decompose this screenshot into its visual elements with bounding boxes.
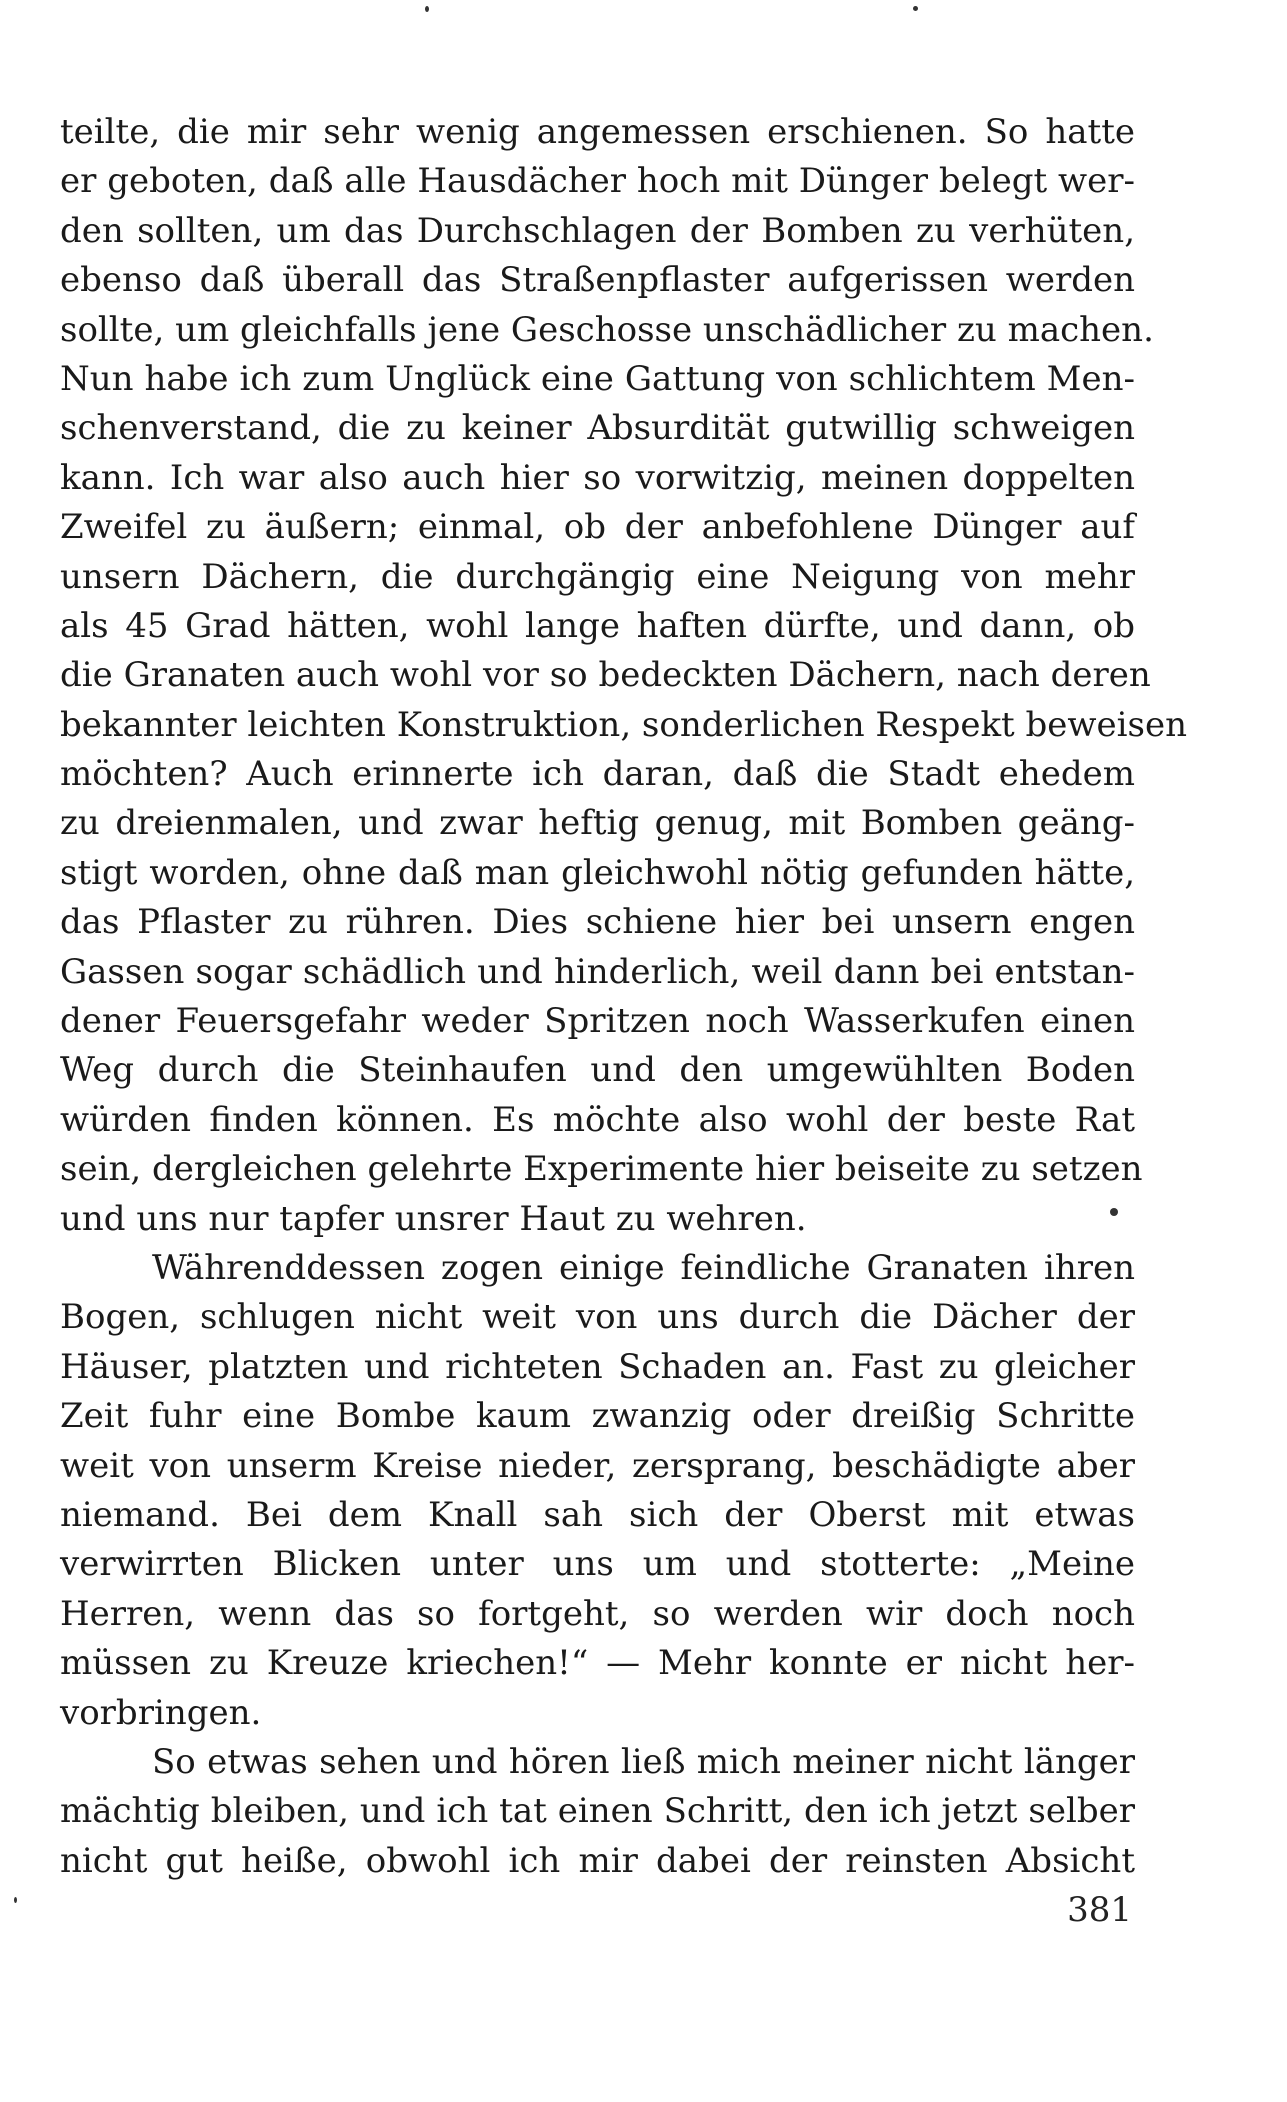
- text-line: kann. Ich war also auch hier so vorwitzig, meinen doppelten: [60, 457, 1135, 498]
- text-line: ebenso daß überall das Straßenpflaster aufgerissen werden: [60, 260, 1135, 301]
- text-line: Herren, wenn das so fortgeht, so werden wir doch noch: [60, 1593, 1135, 1634]
- text-line: sein, dergleichen gelehrte Experimente hier beiseite zu setzen: [60, 1149, 1143, 1190]
- text-line: als 45 Grad hätten, wohl lange haften dürfte, und dann, ob: [60, 605, 1135, 646]
- text-line: schenverstand, die zu keiner Absurdität gutwillig schweigen: [60, 408, 1135, 449]
- text-line: die Granaten auch wohl vor so bedeckten Dächern, nach deren: [60, 655, 1151, 696]
- text-line: dener Feuersgefahr weder Spritzen noch Wasserkufen einen: [60, 1001, 1135, 1042]
- text-line: zu dreienmalen, und zwar heftig genug, mit Bomben geäng-: [60, 803, 1135, 844]
- text-line: Nun habe ich zum Unglück eine Gattung von schlichtem Men-: [60, 358, 1135, 399]
- ink-speck: [14, 1897, 17, 1903]
- paragraph-end-line: vorbringen.: [60, 1692, 262, 1733]
- text-line: weit von unserm Kreise nieder, zersprang, beschädigte aber: [60, 1445, 1135, 1486]
- text-line: Gassen sogar schädlich und hinderlich, weil dann bei entstan-: [60, 951, 1135, 992]
- text-line: müssen zu Kreuze kriechen!“ — Mehr konnte er nicht her-: [60, 1643, 1135, 1684]
- page-number: 381: [1067, 1890, 1132, 1930]
- text-line: verwirrten Blicken unter uns um und stotterte: „Meine: [60, 1544, 1135, 1585]
- paragraph-start-line: So etwas sehen und hören ließ mich meiner nicht länger: [152, 1741, 1135, 1782]
- page-text-block: [60, 108, 1187, 1886]
- ink-speck: [425, 6, 429, 12]
- ink-speck: [913, 6, 918, 11]
- text-line: er geboten, daß alle Hausdächer hoch mit Dünger belegt wer-: [60, 161, 1135, 202]
- text-line: stigt worden, ohne daß man gleichwohl nötig gefunden hätte,: [60, 852, 1135, 893]
- text-line: würden finden können. Es möchte also wohl der beste Rat: [60, 1099, 1135, 1140]
- text-line: Zeit fuhr eine Bombe kaum zwanzig oder dreißig Schritte: [60, 1396, 1135, 1437]
- text-line: niemand. Bei dem Knall sah sich der Oberst mit etwas: [60, 1494, 1135, 1535]
- text-line: Bogen, schlugen nicht weit von uns durch die Dächer der: [60, 1297, 1135, 1338]
- text-line: das Pflaster zu rühren. Dies schiene hier bei unsern engen: [60, 902, 1135, 943]
- text-line: Weg durch die Steinhaufen und den umgewühlten Boden: [60, 1050, 1135, 1091]
- ink-speck: [1110, 1208, 1118, 1216]
- text-line: möchten? Auch erinnerte ich daran, daß die Stadt ehedem: [60, 754, 1135, 795]
- text-line: Häuser, platzten und richteten Schaden an. Fast zu gleicher: [60, 1346, 1135, 1387]
- text-line: sollte, um gleichfalls jene Geschosse unschädlicher zu machen.: [60, 309, 1154, 350]
- text-line: bekannter leichten Konstruktion, sonderlichen Respekt beweisen: [60, 704, 1187, 745]
- paragraph-start-line: Währenddessen zogen einige feindliche Granaten ihren: [152, 1247, 1135, 1288]
- text-line: unsern Dächern, die durchgängig eine Neigung von mehr: [60, 556, 1135, 597]
- text-line: teilte, die mir sehr wenig angemessen erschienen. So hatte: [60, 112, 1135, 152]
- text-line: nicht gut heiße, obwohl ich mir dabei der reinsten Absicht: [60, 1840, 1135, 1881]
- text-line: mächtig bleiben, und ich tat einen Schritt, den ich jetzt selber: [60, 1791, 1135, 1832]
- paragraph-end-line: und uns nur tapfer unsrer Haut zu wehren.: [60, 1198, 807, 1239]
- text-line: Zweifel zu äußern; einmal, ob der anbefohlene Dünger auf: [60, 507, 1135, 548]
- text-line: den sollten, um das Durchschlagen der Bomben zu verhüten,: [60, 210, 1135, 251]
